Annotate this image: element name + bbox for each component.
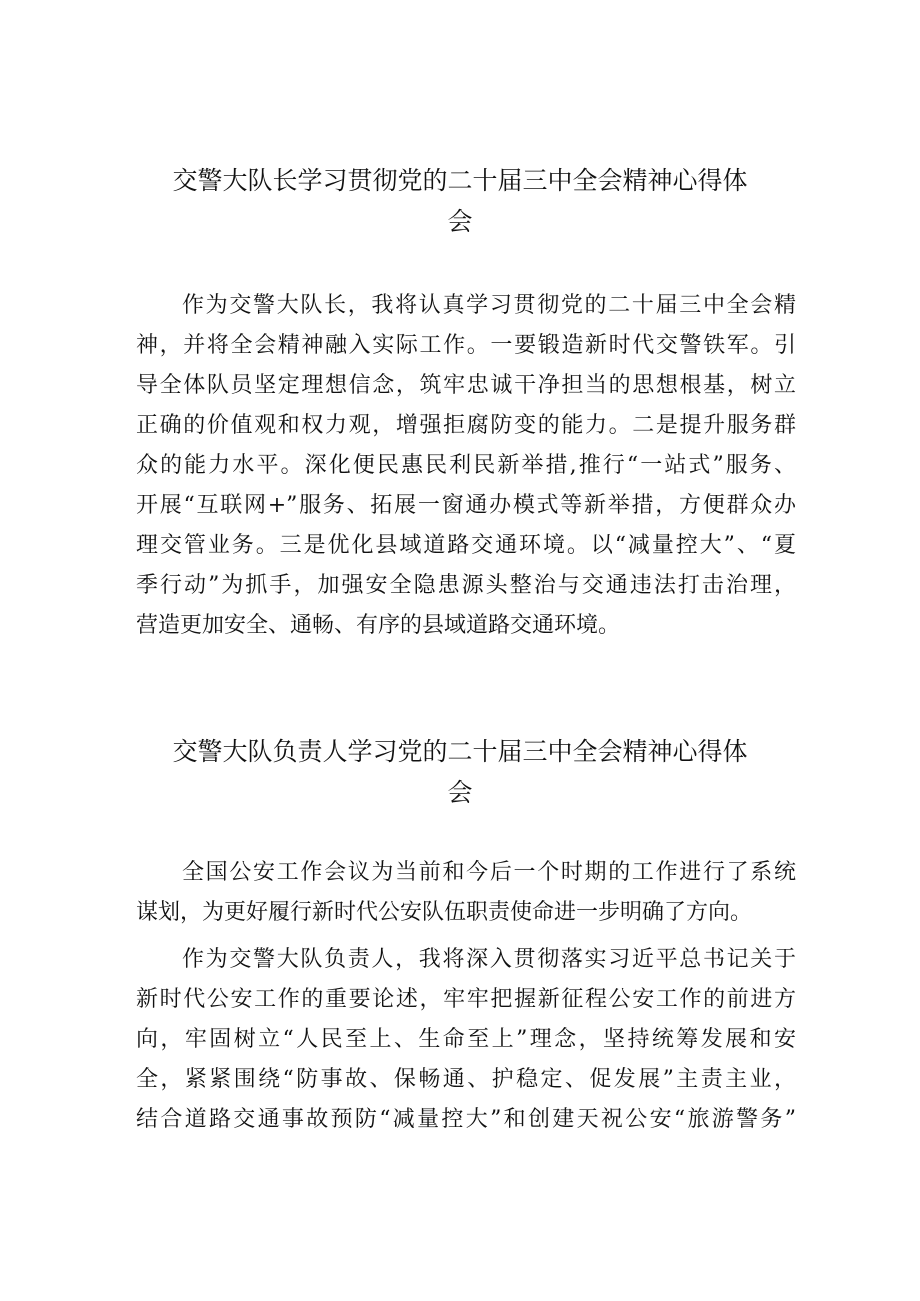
paragraph-line: 作为交警大队长，我将认真学习贯彻党的二十届三中全会精 xyxy=(182,293,796,318)
paragraph-line: 全国公安工作会议为当前和今后一个时期的工作进行了系统 xyxy=(182,860,796,885)
title-line: 会 xyxy=(447,778,473,807)
paragraph-line: 作为交警大队负责人，我将深入贯彻落实习近平总书记关于 xyxy=(182,947,796,972)
section1-paragraph xyxy=(136,286,796,646)
paragraph-line: 众的能力水平。深化便民惠民利民新举措,推行“一站式”服务、 xyxy=(136,453,796,478)
title-line: 会 xyxy=(447,207,473,236)
paragraph-line: 神，并将全会精神融入实际工作。一要锻造新时代交警铁军。引 xyxy=(136,333,796,358)
paragraph-line: 向，牢固树立“人民至上、生命至上”理念，坚持统筹发展和安 xyxy=(136,1027,796,1052)
paragraph-line: 结合道路交通事故预防“减量控大”和创建天祝公安“旅游警务” xyxy=(136,1107,796,1132)
section2-paragraph-1 xyxy=(136,853,796,933)
paragraph-line: 正确的价值观和权力观，增强拒腐防变的能力。二是提升服务群 xyxy=(136,413,796,438)
section2-title xyxy=(140,731,780,813)
paragraph-line: 导全体队员坚定理想信念，筑牢忠诚干净担当的思想根基，树立 xyxy=(136,373,796,398)
paragraph-line: 理交管业务。三是优化县域道路交通环境。以“减量控大”、“夏 xyxy=(136,533,796,558)
paragraph-line: 营造更加安全、通畅、有序的县域道路交通环境。 xyxy=(136,613,621,638)
paragraph-line: 季行动”为抓手，加强安全隐患源头整治与交通违法打击治理， xyxy=(136,573,796,598)
title-line: 交警大队负责人学习党的二十届三中全会精神心得体 xyxy=(172,737,748,766)
section2-paragraph-2 xyxy=(136,940,796,1140)
section1-title xyxy=(140,160,780,242)
paragraph-line: 开展“互联网+”服务、拓展一窗通办模式等新举措，方便群众办 xyxy=(136,493,796,518)
title-line: 交警大队长学习贯彻党的二十届三中全会精神心得体 xyxy=(172,166,748,195)
paragraph-line: 全，紧紧围绕“防事故、保畅通、护稳定、促发展”主责主业， xyxy=(136,1067,796,1092)
paragraph-line: 谋划，为更好履行新时代公安队伍职责使命进一步明确了方向。 xyxy=(136,900,753,925)
paragraph-line: 新时代公安工作的重要论述，牢牢把握新征程公安工作的前进方 xyxy=(136,987,796,1012)
